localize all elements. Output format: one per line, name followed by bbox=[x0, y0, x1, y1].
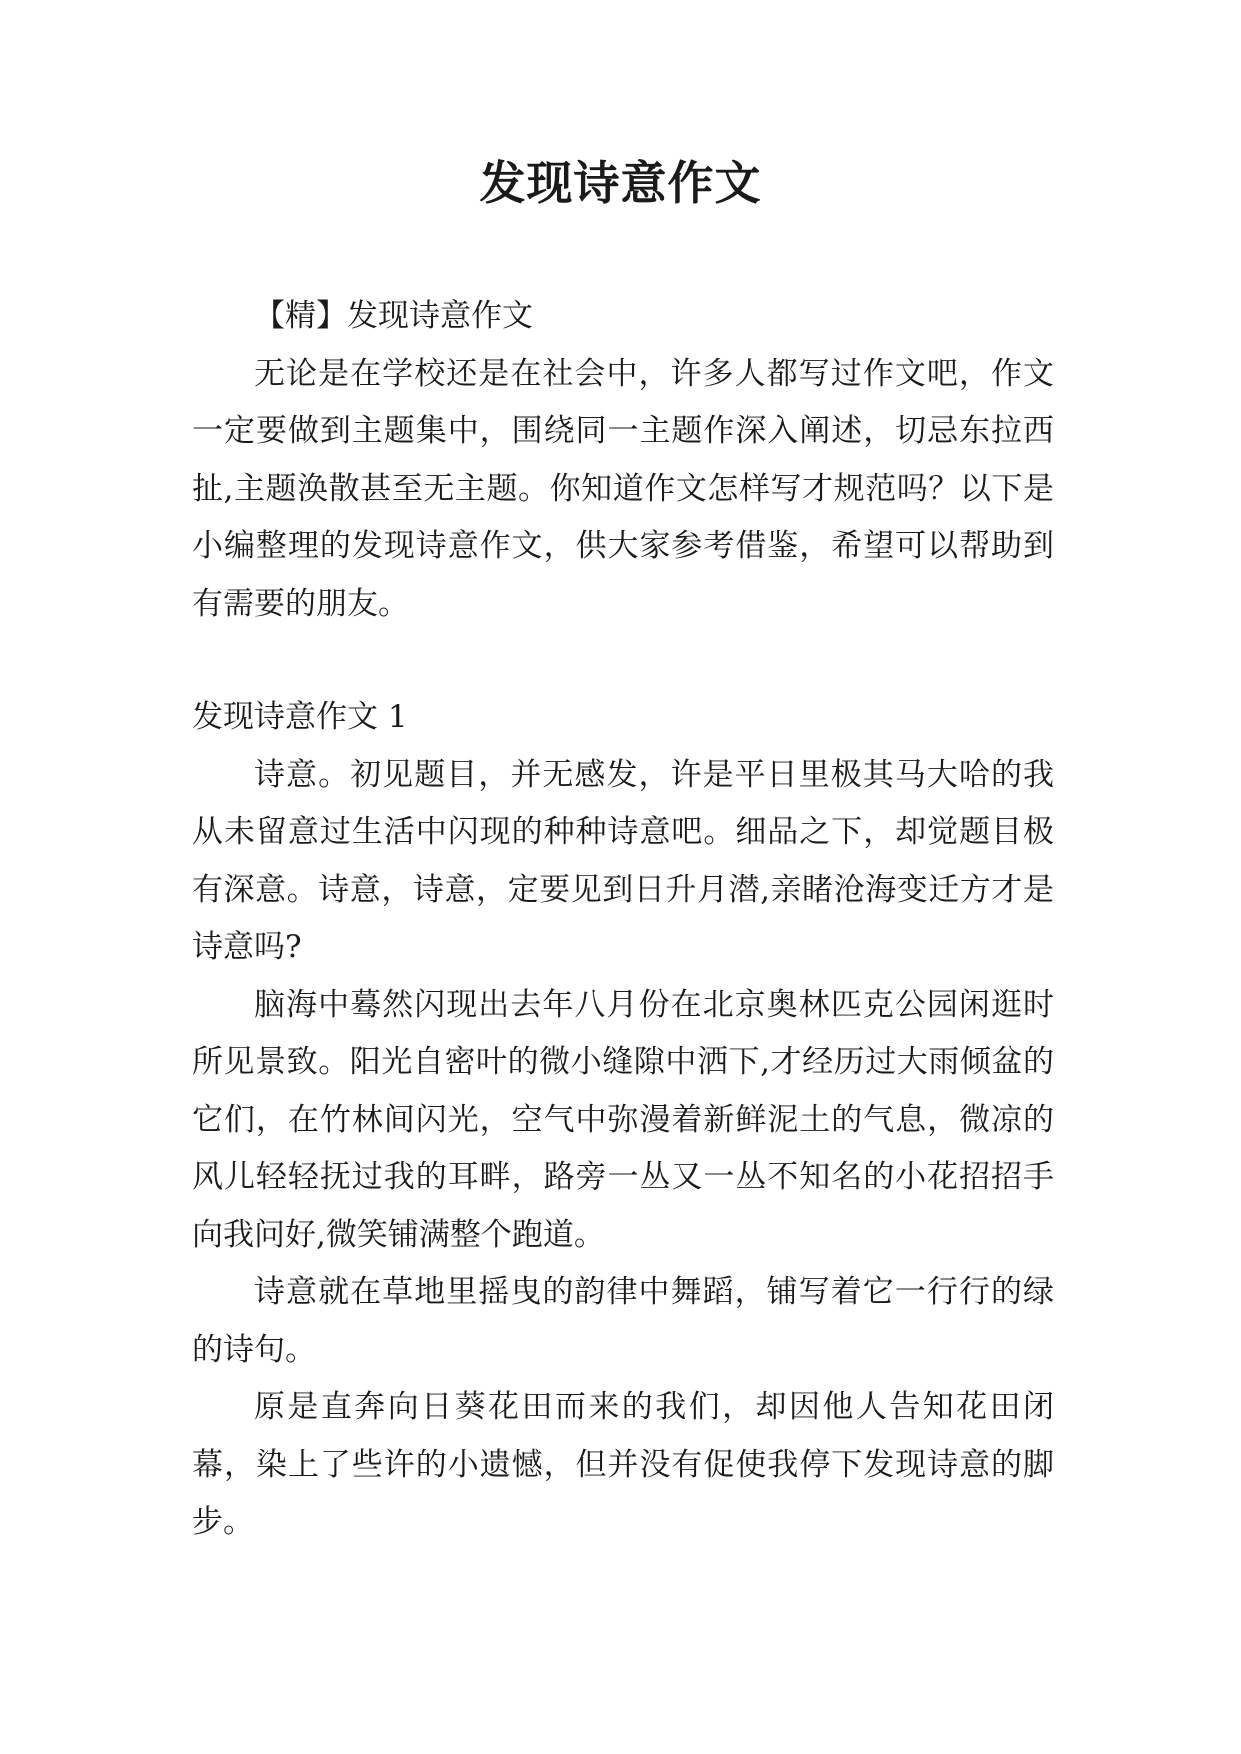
section-heading: 发现诗意作文 1 bbox=[192, 699, 408, 735]
lead-line: 【精】发现诗意作文 bbox=[254, 298, 533, 334]
document-title: 发现诗意作文 bbox=[479, 156, 762, 210]
body-paragraph: 脑海中蓦然闪现出去年八月份在北京奥林匹克公园闲逛时所见景致。阳光自密叶的微小缝隙中洒下,才经历过大雨倾盆的它们，在竹林间闪光，空气中弥漫着新鲜泥土的气息，微凉的风儿轻轻抚过我的耳畔，路旁一丛又一丛不知名的小花招招手向我问好,微笑铺满整个跑道。 bbox=[192, 986, 1054, 1253]
intro-paragraph: 无论是在学校还是在社会中，许多人都写过作文吧，作文一定要做到主题集中，围绕同一主题作深入阐述，切忌东拉西扯,主题涣散甚至无主题。你知道作文怎样写才规范吗？以下是小编整理的发现诗意作文，供大家参考借鉴，希望可以帮助到有需要的朋友。 bbox=[192, 355, 1054, 622]
body-paragraph: 诗意就在草地里摇曳的韵律中舞蹈，铺写着它一行行的绿的诗句。 bbox=[192, 1274, 1054, 1368]
document-body bbox=[192, 288, 1054, 1552]
body-paragraph: 原是直奔向日葵花田而来的我们，却因他人告知花田闭幕，染上了些许的小遗憾，但并没有促使我停下发现诗意的脚步。 bbox=[192, 1389, 1054, 1540]
section-spacer bbox=[192, 633, 1054, 689]
body-paragraph: 诗意。初见题目，并无感发，许是平日里极其马大哈的我从未留意过生活中闪现的种种诗意吧。细品之下，却觉题目极有深意。诗意，诗意，定要见到日升月潜,亲睹沧海变迁方才是诗意吗? bbox=[192, 756, 1054, 965]
